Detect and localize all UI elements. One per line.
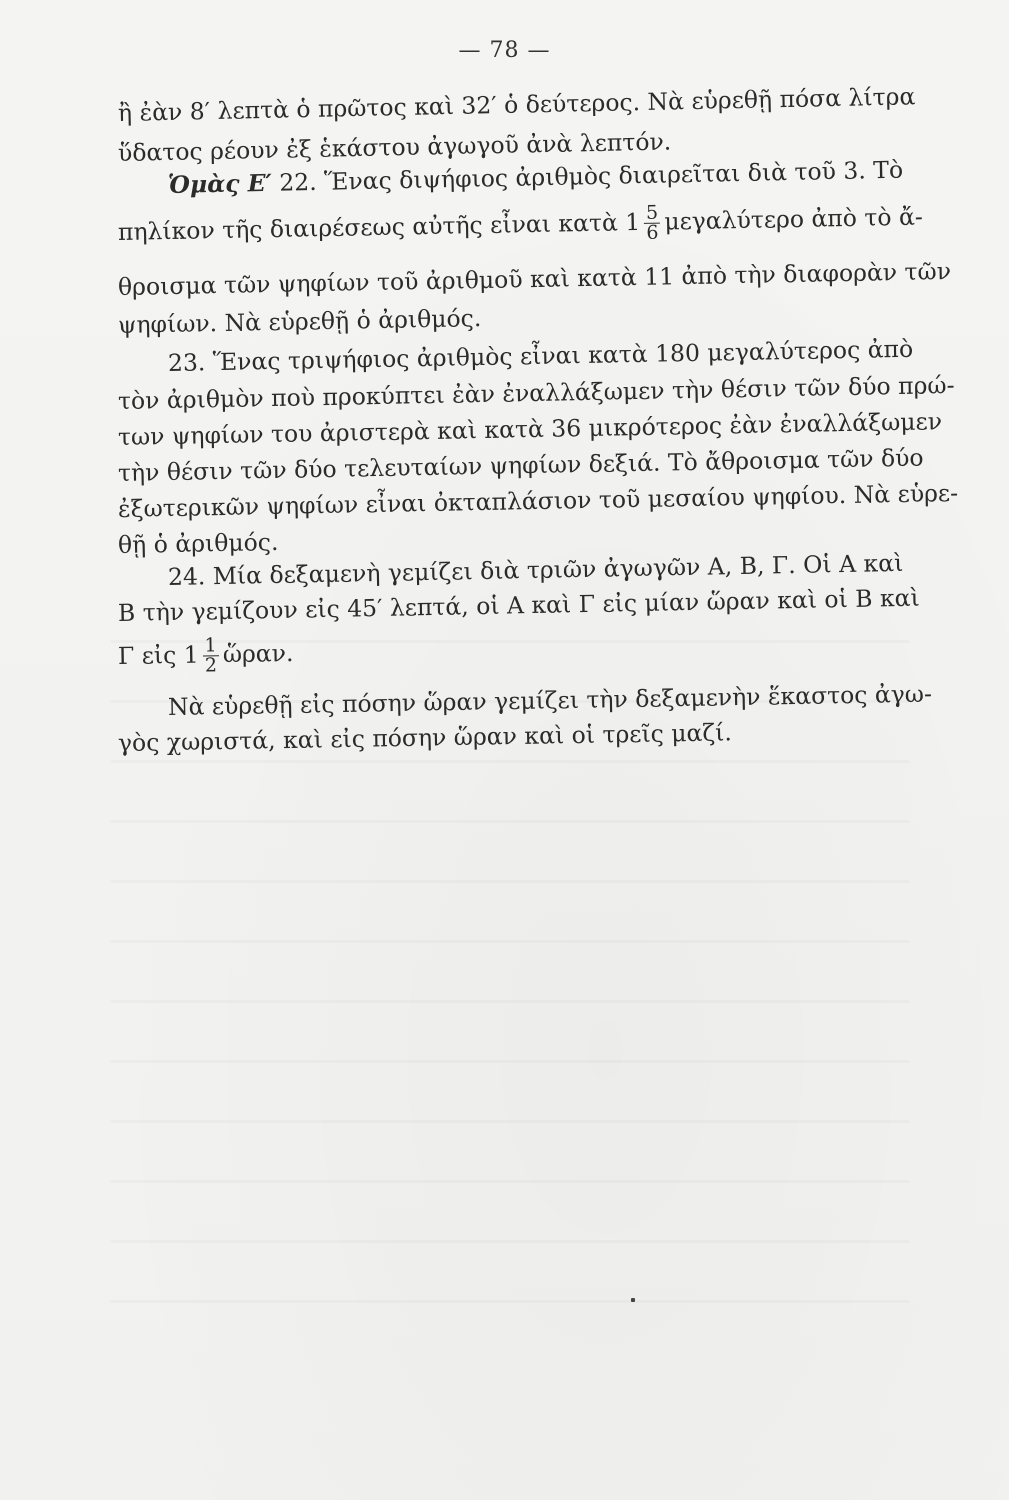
text-segment: Γ εἰς 1 (117, 640, 199, 670)
bleed-through-trace (110, 760, 910, 763)
bleed-through-trace (110, 1060, 910, 1063)
bleed-through-trace (110, 820, 910, 823)
group-heading: Ὁμὰς Ε′ (167, 168, 273, 199)
text-line-15 (118, 635, 294, 677)
text-line-4 (118, 199, 924, 253)
bleed-through-trace (110, 1000, 910, 1003)
page-number: — 78 — (458, 38, 551, 63)
problem-23-line: 23. Ἕνας τριψήφιος ἀριθμὸς εἶναι κατὰ 180 μεγαλύτερος ἀπὸ (167, 334, 914, 377)
fraction-numerator: 5 (645, 201, 659, 224)
text-line-8: τὸν ἀριθμὸν ποὺ προκύπτει ἐὰν ἐναλλάξωμεν τὴν θέσιν τῶν δύο πρώ- (117, 370, 955, 415)
text-line-10: τὴν θέσιν τῶν δύο τελευταίων ψηφίων δεξιά. Τὸ ἄθροισμα τῶν δύο (117, 443, 924, 487)
text-segment: πηλίκον τῆς διαιρέσεως αὐτῆς εἶναι κατὰ 1 (117, 207, 641, 246)
text-line-6: ψηφίων. Νὰ εὑρεθῇ ὁ ἀριθμός. (117, 304, 482, 339)
text-line-5: θροισμα τῶν ψηφίων τοῦ ἀριθμοῦ καὶ κατὰ 11 ἀπὸ τὴν διαφορὰν τῶν (117, 257, 952, 301)
bleed-through-trace (110, 880, 910, 883)
text-line-11: ἐξωτερικῶν ψηφίων εἶναι ὀκταπλάσιον τοῦ μεσαίου ψηφίου. Νὰ εὑρε- (117, 478, 959, 523)
text-line-17: γὸς χωριστά, καὶ εἰς πόσην ὥραν καὶ οἱ τρεῖς μαζί. (117, 718, 733, 757)
fraction-one-half (202, 636, 219, 675)
text-line-2: ὕδατος ρέουν ἐξ ἑκάστου ἀγωγοῦ ἀνὰ λεπτόν. (117, 127, 672, 167)
bleed-through-trace (110, 1120, 910, 1123)
text-segment: ὥραν. (222, 638, 294, 669)
text-segment: μεγαλύτερο ἀπὸ τὸ ἄ- (664, 202, 924, 236)
bleed-through-trace (110, 1300, 910, 1303)
fraction-five-sixths (644, 201, 661, 244)
fraction-denominator: 6 (646, 221, 659, 244)
text-line-16: Νὰ εὑρεθῇ εἰς πόσην ὥραν γεμίζει τὴν δεξαμενὴν ἕκαστος ἀγω- (167, 679, 933, 721)
problem-22-text: 22. Ἕνας διψήφιος ἀριθμὸς διαιρεῖται διὰ τοῦ 3. Τὸ (271, 155, 904, 197)
bleed-through-trace (110, 940, 910, 943)
text-line-12: θῇ ὁ ἀριθμός. (117, 527, 279, 559)
fraction-denominator: 2 (204, 654, 218, 677)
fraction-numerator: 1 (204, 634, 217, 657)
text-line-14: Β τὴν γεμίζουν εἰς 45′ λεπτά, οἱ Α καὶ Γ εἰς μίαν ὥραν καὶ οἱ Β καὶ (117, 583, 920, 627)
text-line-9: των ψηφίων του ἀριστερὰ καὶ κατὰ 36 μικρότερος ἐὰν ἐναλλάξωμεν (117, 407, 943, 451)
ink-speck (631, 1298, 635, 1302)
bleed-through-trace (110, 1180, 910, 1183)
problem-24-line: 24. Μία δεξαμενὴ γεμίζει διὰ τριῶν ἀγωγῶν Α, Β, Γ. Οἱ Α καὶ (167, 548, 904, 591)
text-line-1: ἢ ἐὰν 8′ λεπτὰ ὁ πρῶτος καὶ 32′ ὁ δεύτερος. Νὰ εὑρεθῇ πόσα λίτρα (117, 82, 916, 127)
bleed-through-trace (110, 1240, 910, 1243)
